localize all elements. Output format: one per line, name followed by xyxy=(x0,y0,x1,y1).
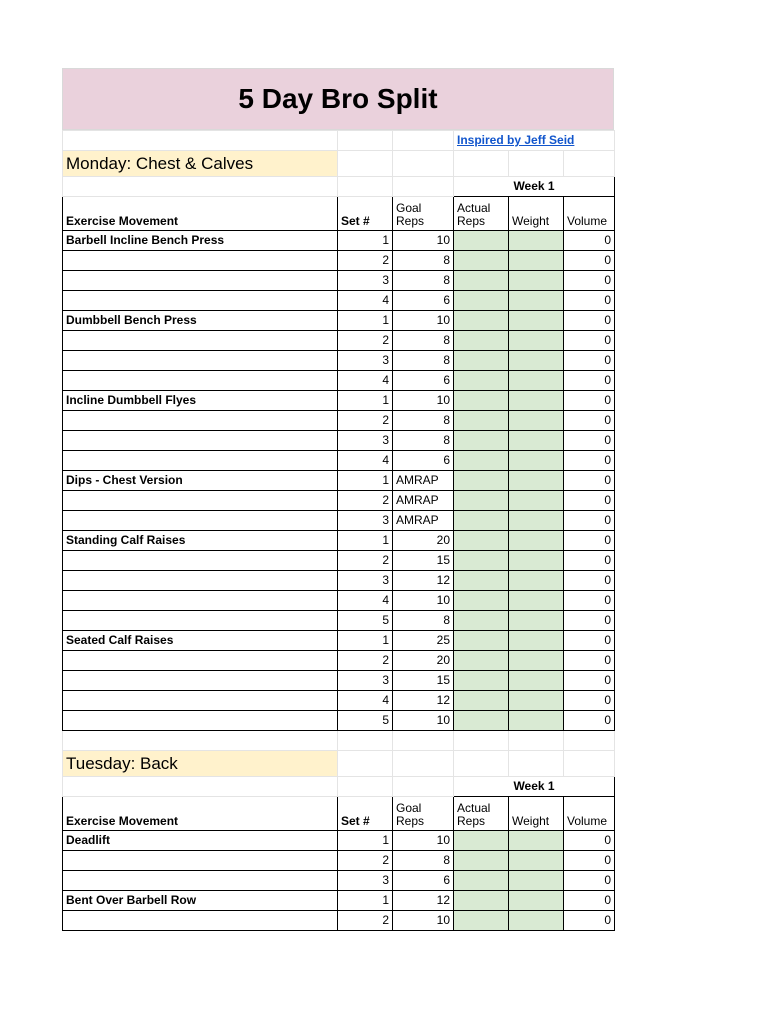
set-number: 1 xyxy=(338,231,393,251)
header-goal-reps: Goal Reps xyxy=(393,197,454,231)
set-number: 1 xyxy=(338,531,393,551)
actual-reps-input[interactable] xyxy=(454,291,509,311)
exercise-name xyxy=(63,491,338,511)
table-row xyxy=(63,471,615,491)
weight-input[interactable] xyxy=(509,371,564,391)
exercise-name: Dips - Chest Version xyxy=(63,471,338,491)
goal-reps: 10 xyxy=(393,591,454,611)
set-number: 1 xyxy=(338,311,393,331)
weight-input[interactable] xyxy=(509,451,564,471)
table-row xyxy=(63,451,615,471)
table-row xyxy=(63,631,615,651)
weight-input[interactable] xyxy=(509,911,564,931)
day-heading: Monday: Chest & Calves xyxy=(63,151,338,177)
weight-input[interactable] xyxy=(509,551,564,571)
actual-reps-input[interactable] xyxy=(454,531,509,551)
goal-reps: 8 xyxy=(393,851,454,871)
actual-reps-input[interactable] xyxy=(454,451,509,471)
table-row xyxy=(63,571,615,591)
volume-value: 0 xyxy=(564,551,615,571)
table-row xyxy=(63,671,615,691)
set-number: 5 xyxy=(338,611,393,631)
actual-reps-input[interactable] xyxy=(454,311,509,331)
weight-input[interactable] xyxy=(509,831,564,851)
weight-input[interactable] xyxy=(509,491,564,511)
volume-value: 0 xyxy=(564,351,615,371)
set-number: 2 xyxy=(338,331,393,351)
header-set: Set # xyxy=(338,797,393,831)
actual-reps-input[interactable] xyxy=(454,891,509,911)
header-volume: Volume xyxy=(564,197,615,231)
actual-reps-input[interactable] xyxy=(454,591,509,611)
header-exercise: Exercise Movement xyxy=(63,797,338,831)
exercise-name xyxy=(63,911,338,931)
weight-input[interactable] xyxy=(509,251,564,271)
volume-value: 0 xyxy=(564,491,615,511)
exercise-name xyxy=(63,271,338,291)
exercise-name xyxy=(63,431,338,451)
volume-value: 0 xyxy=(564,251,615,271)
table-row xyxy=(63,291,615,311)
set-number: 5 xyxy=(338,711,393,731)
weight-input[interactable] xyxy=(509,351,564,371)
table-row xyxy=(63,651,615,671)
weight-input[interactable] xyxy=(509,611,564,631)
weight-input[interactable] xyxy=(509,871,564,891)
exercise-name xyxy=(63,851,338,871)
week-label: Week 1 xyxy=(454,177,615,197)
table-row xyxy=(63,331,615,351)
table-row xyxy=(63,351,615,371)
actual-reps-input[interactable] xyxy=(454,911,509,931)
volume-value: 0 xyxy=(564,431,615,451)
set-number: 4 xyxy=(338,371,393,391)
volume-value: 0 xyxy=(564,471,615,491)
goal-reps: AMRAP xyxy=(393,491,454,511)
exercise-name xyxy=(63,511,338,531)
week-label: Week 1 xyxy=(454,777,615,797)
goal-reps: 6 xyxy=(393,871,454,891)
table-row xyxy=(63,591,615,611)
volume-value: 0 xyxy=(564,531,615,551)
table-row xyxy=(63,891,615,911)
volume-value: 0 xyxy=(564,631,615,651)
volume-value: 0 xyxy=(564,691,615,711)
weight-input[interactable] xyxy=(509,311,564,331)
actual-reps-input[interactable] xyxy=(454,431,509,451)
weight-input[interactable] xyxy=(509,331,564,351)
set-number: 4 xyxy=(338,591,393,611)
workout-sheet xyxy=(62,68,614,931)
set-number: 2 xyxy=(338,911,393,931)
header-actual-reps: Actual Reps xyxy=(454,797,509,831)
set-number: 1 xyxy=(338,391,393,411)
day-heading: Tuesday: Back xyxy=(63,751,338,777)
set-number: 1 xyxy=(338,471,393,491)
volume-value: 0 xyxy=(564,411,615,431)
exercise-name: Seated Calf Raises xyxy=(63,631,338,651)
table-row xyxy=(63,871,615,891)
volume-value: 0 xyxy=(564,231,615,251)
exercise-name: Bent Over Barbell Row xyxy=(63,891,338,911)
volume-value: 0 xyxy=(564,891,615,911)
set-number: 3 xyxy=(338,871,393,891)
goal-reps: 6 xyxy=(393,371,454,391)
goal-reps: 6 xyxy=(393,451,454,471)
day-heading-row xyxy=(63,751,615,777)
actual-reps-input[interactable] xyxy=(454,871,509,891)
goal-reps: 12 xyxy=(393,891,454,911)
set-number: 2 xyxy=(338,651,393,671)
header-actual-reps: Actual Reps xyxy=(454,197,509,231)
exercise-name xyxy=(63,251,338,271)
actual-reps-input[interactable] xyxy=(454,271,509,291)
goal-reps: 8 xyxy=(393,271,454,291)
table-row xyxy=(63,371,615,391)
weight-input[interactable] xyxy=(509,431,564,451)
actual-reps-input[interactable] xyxy=(454,571,509,591)
exercise-name xyxy=(63,671,338,691)
exercise-name xyxy=(63,571,338,591)
goal-reps: 20 xyxy=(393,531,454,551)
column-header-row xyxy=(63,797,615,831)
exercise-name xyxy=(63,591,338,611)
goal-reps: 6 xyxy=(393,291,454,311)
goal-reps: 12 xyxy=(393,571,454,591)
volume-value: 0 xyxy=(564,271,615,291)
day-heading-row xyxy=(63,151,615,177)
exercise-name: Incline Dumbbell Flyes xyxy=(63,391,338,411)
workout-table xyxy=(62,130,615,931)
header-exercise: Exercise Movement xyxy=(63,197,338,231)
exercise-name xyxy=(63,711,338,731)
table-row xyxy=(63,251,615,271)
exercise-name xyxy=(63,291,338,311)
exercise-name: Standing Calf Raises xyxy=(63,531,338,551)
set-number: 3 xyxy=(338,351,393,371)
goal-reps: 15 xyxy=(393,551,454,571)
volume-value: 0 xyxy=(564,851,615,871)
actual-reps-input[interactable] xyxy=(454,851,509,871)
weight-input[interactable] xyxy=(509,511,564,531)
week-row xyxy=(63,177,615,197)
table-row xyxy=(63,831,615,851)
header-weight: Weight xyxy=(509,797,564,831)
set-number: 3 xyxy=(338,511,393,531)
credit-link[interactable]: Inspired by Jeff Seid xyxy=(457,133,575,147)
actual-reps-input[interactable] xyxy=(454,471,509,491)
volume-value: 0 xyxy=(564,651,615,671)
table-row xyxy=(63,431,615,451)
actual-reps-input[interactable] xyxy=(454,711,509,731)
weight-input[interactable] xyxy=(509,531,564,551)
set-number: 4 xyxy=(338,691,393,711)
volume-value: 0 xyxy=(564,451,615,471)
actual-reps-input[interactable] xyxy=(454,651,509,671)
exercise-name xyxy=(63,351,338,371)
actual-reps-input[interactable] xyxy=(454,331,509,351)
goal-reps: 15 xyxy=(393,671,454,691)
goal-reps: 8 xyxy=(393,431,454,451)
actual-reps-input[interactable] xyxy=(454,691,509,711)
goal-reps: 25 xyxy=(393,631,454,651)
header-weight: Weight xyxy=(509,197,564,231)
header-goal-reps: Goal Reps xyxy=(393,797,454,831)
goal-reps: 8 xyxy=(393,251,454,271)
goal-reps: 10 xyxy=(393,711,454,731)
set-number: 3 xyxy=(338,671,393,691)
table-row xyxy=(63,491,615,511)
volume-value: 0 xyxy=(564,911,615,931)
actual-reps-input[interactable] xyxy=(454,251,509,271)
header-volume: Volume xyxy=(564,797,615,831)
actual-reps-input[interactable] xyxy=(454,371,509,391)
exercise-name: Deadlift xyxy=(63,831,338,851)
set-number: 3 xyxy=(338,271,393,291)
volume-value: 0 xyxy=(564,511,615,531)
goal-reps: 8 xyxy=(393,411,454,431)
volume-value: 0 xyxy=(564,391,615,411)
actual-reps-input[interactable] xyxy=(454,351,509,371)
set-number: 2 xyxy=(338,551,393,571)
actual-reps-input[interactable] xyxy=(454,551,509,571)
table-row xyxy=(63,391,615,411)
set-number: 1 xyxy=(338,831,393,851)
actual-reps-input[interactable] xyxy=(454,631,509,651)
table-row xyxy=(63,551,615,571)
workout-table-body xyxy=(63,131,615,931)
weight-input[interactable] xyxy=(509,591,564,611)
header-set: Set # xyxy=(338,197,393,231)
goal-reps: 10 xyxy=(393,391,454,411)
table-row xyxy=(63,711,615,731)
exercise-name xyxy=(63,451,338,471)
goal-reps: 10 xyxy=(393,831,454,851)
volume-value: 0 xyxy=(564,291,615,311)
set-number: 2 xyxy=(338,411,393,431)
weight-input[interactable] xyxy=(509,571,564,591)
weight-input[interactable] xyxy=(509,631,564,651)
volume-value: 0 xyxy=(564,371,615,391)
weight-input[interactable] xyxy=(509,291,564,311)
set-number: 3 xyxy=(338,431,393,451)
set-number: 2 xyxy=(338,491,393,511)
table-row xyxy=(63,851,615,871)
goal-reps: 8 xyxy=(393,351,454,371)
goal-reps: AMRAP xyxy=(393,471,454,491)
sheet-title: 5 Day Bro Split xyxy=(62,68,614,130)
table-row xyxy=(63,411,615,431)
weight-input[interactable] xyxy=(509,691,564,711)
goal-reps: 8 xyxy=(393,611,454,631)
exercise-name xyxy=(63,871,338,891)
actual-reps-input[interactable] xyxy=(454,511,509,531)
exercise-name: Dumbbell Bench Press xyxy=(63,311,338,331)
goal-reps: 10 xyxy=(393,311,454,331)
goal-reps: AMRAP xyxy=(393,511,454,531)
volume-value: 0 xyxy=(564,311,615,331)
goal-reps: 20 xyxy=(393,651,454,671)
table-row xyxy=(63,271,615,291)
credit-row xyxy=(63,131,615,151)
actual-reps-input[interactable] xyxy=(454,231,509,251)
volume-value: 0 xyxy=(564,571,615,591)
week-row xyxy=(63,777,615,797)
table-row xyxy=(63,511,615,531)
table-row xyxy=(63,911,615,931)
weight-input[interactable] xyxy=(509,411,564,431)
volume-value: 0 xyxy=(564,591,615,611)
actual-reps-input[interactable] xyxy=(454,411,509,431)
weight-input[interactable] xyxy=(509,391,564,411)
set-number: 1 xyxy=(338,891,393,911)
weight-input[interactable] xyxy=(509,711,564,731)
weight-input[interactable] xyxy=(509,231,564,251)
exercise-name xyxy=(63,371,338,391)
exercise-name xyxy=(63,411,338,431)
set-number: 2 xyxy=(338,851,393,871)
weight-input[interactable] xyxy=(509,891,564,911)
actual-reps-input[interactable] xyxy=(454,491,509,511)
goal-reps: 12 xyxy=(393,691,454,711)
volume-value: 0 xyxy=(564,871,615,891)
volume-value: 0 xyxy=(564,831,615,851)
table-row xyxy=(63,531,615,551)
exercise-name xyxy=(63,551,338,571)
weight-input[interactable] xyxy=(509,671,564,691)
set-number: 4 xyxy=(338,451,393,471)
table-row xyxy=(63,691,615,711)
set-number: 1 xyxy=(338,631,393,651)
set-number: 3 xyxy=(338,571,393,591)
exercise-name xyxy=(63,331,338,351)
table-row xyxy=(63,311,615,331)
volume-value: 0 xyxy=(564,711,615,731)
exercise-name xyxy=(63,691,338,711)
volume-value: 0 xyxy=(564,331,615,351)
set-number: 4 xyxy=(338,291,393,311)
column-header-row xyxy=(63,197,615,231)
volume-value: 0 xyxy=(564,671,615,691)
weight-input[interactable] xyxy=(509,851,564,871)
goal-reps: 10 xyxy=(393,231,454,251)
actual-reps-input[interactable] xyxy=(454,671,509,691)
actual-reps-input[interactable] xyxy=(454,391,509,411)
spacer-row xyxy=(63,731,615,751)
exercise-name xyxy=(63,651,338,671)
weight-input[interactable] xyxy=(509,471,564,491)
weight-input[interactable] xyxy=(509,271,564,291)
exercise-name xyxy=(63,611,338,631)
volume-value: 0 xyxy=(564,611,615,631)
table-row xyxy=(63,611,615,631)
table-row xyxy=(63,231,615,251)
actual-reps-input[interactable] xyxy=(454,831,509,851)
weight-input[interactable] xyxy=(509,651,564,671)
exercise-name: Barbell Incline Bench Press xyxy=(63,231,338,251)
actual-reps-input[interactable] xyxy=(454,611,509,631)
goal-reps: 10 xyxy=(393,911,454,931)
goal-reps: 8 xyxy=(393,331,454,351)
set-number: 2 xyxy=(338,251,393,271)
